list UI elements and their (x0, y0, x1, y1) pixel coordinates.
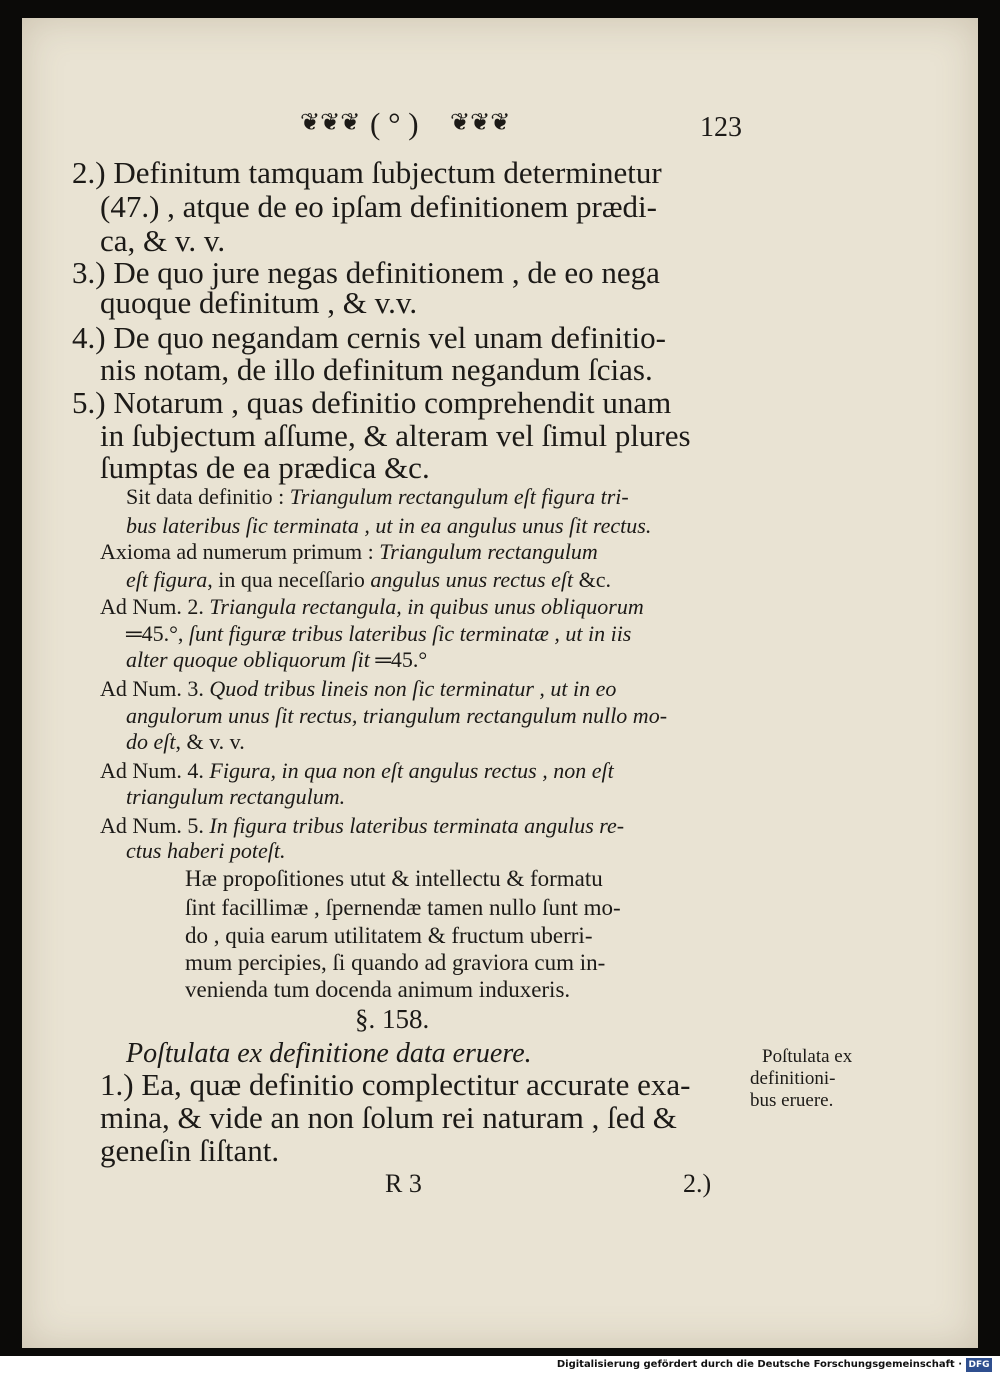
margin-note-line: bus eruere. (750, 1090, 834, 1111)
example-line: do eſt, & v. v. (126, 729, 245, 754)
text-line: mina, & vide an non ſolum rei naturam , ſed & (100, 1100, 677, 1135)
footer-bar (0, 1356, 1000, 1375)
example-line: Ad Num. 3. Quod tribus lineis non ſic terminatur , ut in eo (100, 676, 617, 701)
commentary-line: mum percipies, ſi quando ad graviora cum in- (185, 950, 606, 975)
example-line: triangulum rectangulum. (126, 784, 346, 809)
text-line: nis notam, de illo definitum negandum ſcias. (100, 352, 653, 387)
section-heading: Poſtulata ex definitione data eruere. (126, 1038, 532, 1069)
example-line: Sit data definitio : Triangulum rectangulum eſt figura tri- (126, 484, 629, 509)
signature-mark: R 3 (385, 1169, 422, 1198)
text-line: 2.) Definitum tamquam ſubjectum determinetur (72, 155, 662, 190)
example-line: alter quoque obliquorum ſit ═45.° (126, 647, 428, 672)
ornament-right: ❦❦❦ (450, 108, 511, 136)
commentary-line: venienda tum docenda animum induxeris. (185, 977, 571, 1002)
ornament-left: ❦❦❦ (300, 108, 361, 136)
catchword: 2.) (683, 1169, 712, 1198)
example-line: Ad Num. 2. Triangula rectangula, in quibus unus obliquorum (100, 594, 644, 619)
example-line: eſt figura, in qua neceſſario angulus unus rectus eſt &c. (126, 567, 611, 592)
text-line: quoque definitum , & v.v. (100, 285, 418, 320)
text-line: geneſin ſiſtant. (100, 1133, 280, 1168)
text-line: ca, & v. v. (100, 223, 226, 258)
example-line: Ad Num. 4. Figura, in qua non eſt angulus rectus , non eſt (100, 758, 614, 783)
text-line: 1.) Ea, quæ definitio complectitur accurate exa- (100, 1067, 691, 1102)
margin-note-line: definitioni- (750, 1068, 836, 1089)
text-line: ſumptas de ea prædica &c. (100, 450, 430, 485)
example-line: Axioma ad numerum primum : Triangulum rectangulum (100, 539, 598, 564)
margin-note-line: Poſtulata ex (762, 1046, 853, 1067)
example-line: ctus haberi poteſt. (126, 838, 286, 863)
running-head: ( ° ) (370, 106, 419, 141)
text-line: (47.) , atque de eo ipſam definitionem prædi- (100, 189, 657, 224)
section-number: §. 158. (355, 1004, 430, 1034)
example-line: angulorum unus ſit rectus, triangulum rectangulum nullo mo- (126, 703, 668, 728)
example-line: ═45.°, ſunt figuræ tribus lateribus ſic terminatæ , ut in iis (126, 621, 632, 646)
text-line: 5.) Notarum , quas definitio comprehendit unam (72, 385, 672, 420)
text-line: 3.) De quo jure negas definitionem , de eo nega (72, 255, 660, 290)
dfg-logo-icon: DFG (966, 1358, 992, 1372)
example-line: bus lateribus ſic terminata , ut in ea angulus unus ſit rectus. (126, 513, 652, 538)
commentary-line: Hæ propoſitiones utut & intellectu & formatu (185, 866, 603, 891)
commentary-line: ſint facillimæ , ſpernendæ tamen nullo ſunt mo- (185, 895, 621, 920)
text-line: in ſubjectum aſſume, & alteram vel ſimul plures (100, 418, 691, 453)
commentary-line: do , quia earum utilitatem & fructum uberri- (185, 923, 593, 948)
example-line: Ad Num. 5. In figura tribus lateribus terminata angulus re- (100, 813, 625, 838)
text-line: 4.) De quo negandam cernis vel unam definitio- (72, 320, 666, 355)
page-number: 123 (700, 112, 742, 143)
funding-credit: Digitalisierung gefördert durch die Deutsche Forschungsgemeinschaft · (556, 1359, 962, 1370)
